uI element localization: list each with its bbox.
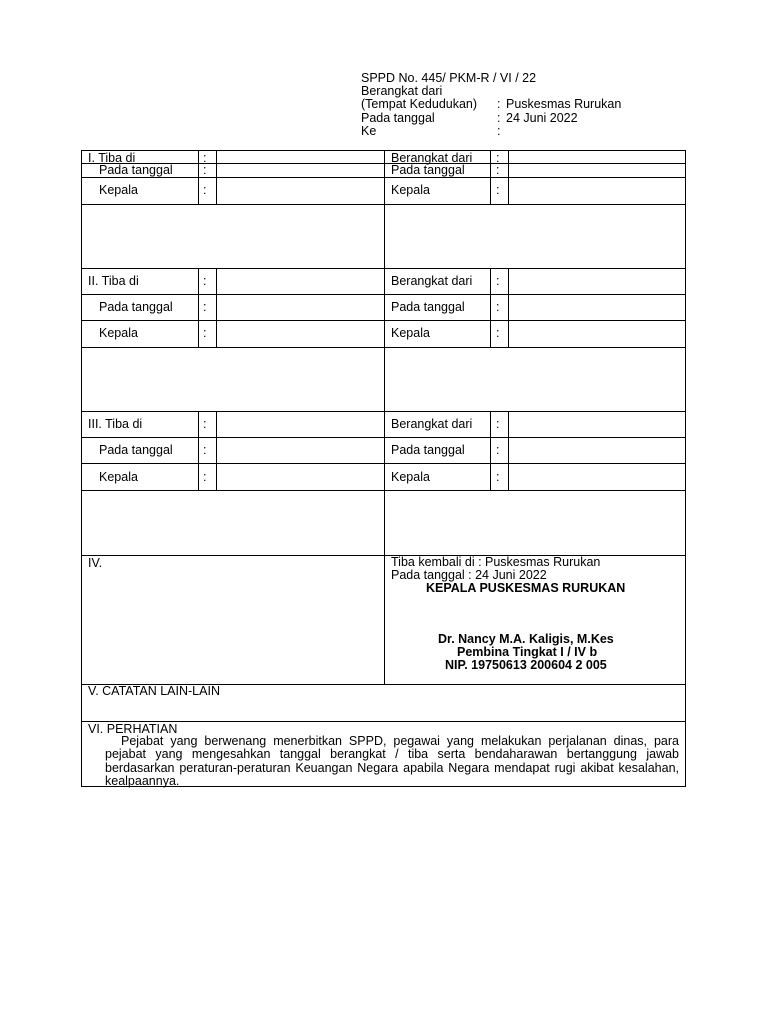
colon: : — [496, 300, 500, 314]
column-divider — [216, 268, 217, 347]
ke-colon: : — [497, 123, 501, 138]
section-1-pada-right-label: Pada tanggal — [391, 163, 465, 177]
center-divider — [384, 151, 385, 684]
column-divider — [508, 151, 509, 204]
colon: : — [496, 151, 500, 165]
sppd-number: SPPD No. 445/ PKM-R / VI / 22 — [361, 71, 537, 85]
signatory-rank: Pembina Tingkat I / IV b — [457, 645, 598, 659]
section-5-label: V. CATATAN LAIN-LAIN — [88, 684, 220, 698]
pada-tanggal-row — [361, 112, 621, 125]
colon: : — [496, 443, 500, 457]
colon: : — [496, 470, 500, 484]
section-6-label: VI. PERHATIAN — [88, 722, 178, 736]
ke-label: Ke — [361, 123, 377, 138]
colon: : — [203, 417, 207, 431]
section-3-kepala-right-label: Kepala — [391, 470, 430, 484]
perhatian-text: Pejabat yang berwenang menerbitkan SPPD, pegawai yang melakukan perjalanan dinas, para pejabat yang mengesahkan tanggal berangkat / tiba serta bendaharawan bertanggung jawab berdasarkan peraturan-peraturan Keuangan Negara apabila Negara mendapat rugi akibat kesalahan, kealpaannya. — [105, 734, 679, 789]
pada-tanggal-value: 24 Juni 2022 — [506, 110, 578, 125]
colon: : — [496, 417, 500, 431]
column-divider — [216, 411, 217, 490]
colon: : — [203, 183, 207, 197]
colon: : — [203, 470, 207, 484]
pada-tanggal-label: Pada tanggal — [361, 110, 435, 125]
sppd-table — [81, 150, 686, 787]
column-divider — [198, 151, 199, 204]
colon: : — [203, 151, 207, 165]
section-2-kepala-label: Kepala — [99, 326, 138, 340]
section-1-berangkat-label: Berangkat dari — [391, 151, 473, 165]
column-divider — [216, 151, 217, 204]
tempat-kedudukan-colon: : — [497, 97, 501, 112]
column-divider — [490, 268, 491, 347]
colon: : — [496, 183, 500, 197]
pada-tanggal-line: Pada tanggal : 24 Juni 2022 — [391, 568, 547, 582]
section-3-kepala-label: Kepala — [99, 470, 138, 484]
column-divider — [198, 411, 199, 490]
colon: : — [203, 443, 207, 457]
section-3-pada-label: Pada tanggal — [99, 443, 173, 457]
colon: : — [203, 326, 207, 340]
colon: : — [203, 300, 207, 314]
section-1-tiba-label: I. Tiba di — [88, 151, 136, 165]
colon: : — [496, 326, 500, 340]
colon: : — [203, 274, 207, 288]
berangkat-dari-label: Berangkat dari — [361, 84, 443, 99]
sppd-header — [361, 72, 621, 138]
pada-tanggal-colon: : — [497, 110, 501, 125]
section-2-pada-label: Pada tanggal — [99, 300, 173, 314]
tempat-kedudukan-row — [361, 98, 621, 111]
colon: : — [203, 163, 207, 177]
section-1-kepala-right-label: Kepala — [391, 183, 430, 197]
section-1-kepala-label: Kepala — [99, 183, 138, 197]
tempat-kedudukan-label: (Tempat Kedudukan) — [361, 97, 478, 112]
section-2-berangkat-label: Berangkat dari — [391, 274, 473, 288]
signatory-name: Dr. Nancy M.A. Kaligis, M.Kes — [438, 632, 614, 646]
kepala-puskesmas-title: KEPALA PUSKESMAS RURUKAN — [426, 581, 626, 595]
colon: : — [496, 163, 500, 177]
column-divider — [490, 411, 491, 490]
ke-row — [361, 125, 621, 138]
tiba-kembali-line: Tiba kembali di : Puskesmas Rurukan — [391, 555, 601, 569]
column-divider — [198, 268, 199, 347]
colon: : — [496, 274, 500, 288]
perhatian-note — [105, 735, 679, 789]
tempat-kedudukan-value: Puskesmas Rurukan — [506, 97, 622, 112]
signatory-nip: NIP. 19750613 200604 2 005 — [445, 658, 607, 672]
section-1-pada-label: Pada tanggal — [99, 163, 173, 177]
column-divider — [508, 411, 509, 490]
column-divider — [508, 268, 509, 347]
section-2-pada-right-label: Pada tanggal — [391, 300, 465, 314]
section-3-tiba-label: III. Tiba di — [88, 417, 143, 431]
section-4-label: IV. — [88, 556, 103, 570]
section-2-tiba-label: II. Tiba di — [88, 274, 139, 288]
section-3-pada-right-label: Pada tanggal — [391, 443, 465, 457]
section-2-kepala-right-label: Kepala — [391, 326, 430, 340]
section-3-berangkat-label: Berangkat dari — [391, 417, 473, 431]
column-divider — [490, 151, 491, 204]
